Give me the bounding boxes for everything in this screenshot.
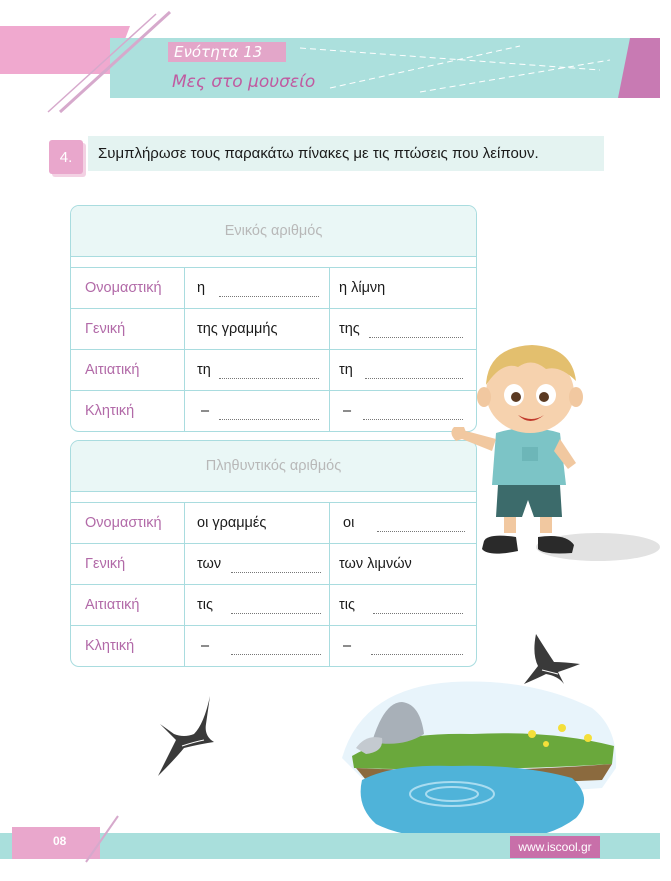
case-label: Κλητική: [85, 638, 135, 654]
case-label: Αιτιατική: [85, 597, 140, 613]
exercise-number-badge: 4.: [49, 140, 83, 174]
blank-line[interactable]: [371, 654, 463, 655]
blank-line[interactable]: [219, 296, 319, 297]
word-cell: της: [339, 321, 360, 337]
word-cell: των λιμνών: [339, 556, 412, 572]
table-row: [71, 390, 476, 431]
word-cell: οι γραμμές: [197, 515, 267, 531]
boy-cartoon: [448, 335, 663, 575]
table-row: [71, 543, 476, 584]
singular-table: [70, 205, 477, 432]
case-label: Ονομαστική: [85, 515, 162, 531]
blank-line[interactable]: [373, 613, 463, 614]
word-cell: τις: [197, 597, 213, 613]
table-row: [71, 502, 476, 543]
word-cell: τη: [197, 362, 211, 378]
word-cell: η: [197, 280, 206, 296]
unit-label: Ενότητα 13: [174, 43, 263, 61]
website-link[interactable]: www.iscool.gr: [510, 836, 600, 858]
word-cell: –: [201, 638, 210, 654]
word-cell: οι: [343, 515, 355, 531]
page-number: 08: [53, 834, 67, 848]
word-cell: της γραμμής: [197, 321, 278, 337]
table-row: [71, 625, 476, 666]
word-cell: των: [197, 556, 222, 572]
blank-line[interactable]: [219, 419, 319, 420]
lesson-title: Μες στο μουσείο: [172, 72, 316, 92]
plural-table-title: Πληθυντικός αριθμός: [71, 441, 476, 492]
case-label: Κλητική: [85, 403, 135, 419]
table-row: [71, 267, 476, 308]
swallow-bird-left: [154, 694, 222, 778]
word-cell: τη: [339, 362, 353, 378]
case-label: Γενική: [85, 321, 126, 337]
word-cell: –: [343, 638, 352, 654]
blank-line[interactable]: [219, 378, 319, 379]
word-cell: –: [343, 403, 352, 419]
table-row: [71, 584, 476, 625]
case-label: Αιτιατική: [85, 362, 140, 378]
plural-table: [70, 440, 477, 667]
word-cell: η λίμνη: [339, 280, 386, 296]
word-cell: τις: [339, 597, 355, 613]
singular-table-title: Ενικός αριθμός: [71, 206, 476, 257]
word-cell: –: [201, 403, 210, 419]
blank-line[interactable]: [231, 654, 321, 655]
blank-line[interactable]: [231, 613, 321, 614]
pond-with-rocks: [332, 668, 622, 848]
table-row: [71, 308, 476, 349]
exercise-instruction: Συμπλήρωσε τους παρακάτω πίνακες με τις πτώσεις που λείπουν.: [98, 145, 539, 162]
case-label: Γενική: [85, 556, 126, 572]
case-label: Ονομαστική: [85, 280, 162, 296]
header-decoration: [0, 0, 671, 120]
table-row: [71, 349, 476, 390]
blank-line[interactable]: [231, 572, 321, 573]
footer-stripe-decoration: [84, 814, 124, 864]
